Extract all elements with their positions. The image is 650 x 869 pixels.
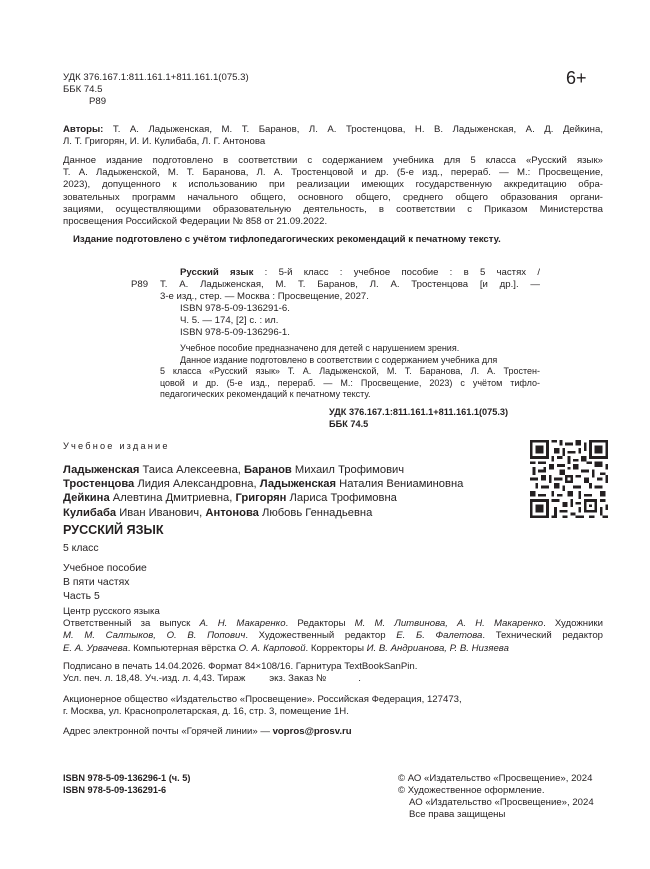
- catalog-line2: Т. А. Ладыженская, М. Т. Баранов, Л. А. Тростенцова [и др.]. —: [160, 279, 540, 290]
- udk-header: УДК 376.167.1:811.161.1+811.161.1(075.3): [63, 72, 249, 83]
- catalog-desc-line: 5 класса «Русский язык» Т. А. Ладыженской, М. Т. Баранова, Л. А. Тростен-: [160, 366, 540, 376]
- hotline-email: [63, 726, 352, 738]
- credits-person: О. А. Карповой: [238, 642, 306, 654]
- catalog-code: Р89: [131, 279, 149, 290]
- parts-total: В пяти частях: [63, 577, 130, 588]
- catalog-desc-line: педагогических рекомендаций к печатному тексту.: [160, 389, 371, 399]
- credits-person: Е. Б. Фалетова: [396, 630, 483, 642]
- credits-person: И. В. Андрианова, Р. В. Низяева: [366, 642, 509, 654]
- copyright-3: АО «Издательство «Просвещение», 2024: [409, 797, 594, 808]
- catalog-code-header: Р89: [89, 96, 107, 107]
- credits-role: . Технический редактор: [482, 630, 604, 642]
- author-name: Любовь Геннадьевна: [258, 506, 373, 519]
- qr-code-icon: [530, 440, 608, 518]
- bbk-header: ББК 74.5: [63, 84, 103, 95]
- catalog-part: Ч. 5. — 174, [2] с. : ил.: [180, 315, 279, 326]
- credits-role: . Художественный редактор: [245, 630, 397, 642]
- author-surname: Григорян: [235, 492, 287, 505]
- credits-role: Ответственный за выпуск: [63, 618, 200, 630]
- author-name: Лидия Александровна,: [134, 478, 260, 491]
- author-surname: Баранов: [244, 464, 292, 476]
- author-surname: Ладыженская: [63, 464, 140, 476]
- author-surname: Дейкина: [63, 492, 110, 505]
- copyright-4: Все права защищены: [409, 809, 506, 820]
- credits-role: . Редакторы: [285, 618, 355, 630]
- publisher-line-1: Акционерное общество «Издательство «Просвещение». Российская Федерация, 127473,: [63, 694, 462, 705]
- intro-line: просвещения Российской Федерации № 858 от 21.09.2022.: [63, 216, 328, 228]
- credits-person: А. Н. Макаренко: [199, 618, 286, 630]
- catalog-desc-line: Учебное пособие предназначено для детей с нарушением зрения.: [180, 343, 460, 353]
- authors-line1: Т. А. Ладыженская, М. Т. Баранов, Л. А. Тростенцова, Н. В. Ладыженская, А. Д. Дейкина,: [103, 124, 603, 135]
- credits-person: М. М. Салтыков, О. В. Попович: [63, 630, 246, 642]
- credits-center: Центр русского языка: [63, 606, 160, 617]
- catalog-isbn2: ISBN 978-5-09-136296-1.: [180, 327, 290, 338]
- catalog-isbn1: ISBN 978-5-09-136291-6.: [180, 303, 290, 314]
- catalog-title: Русский язык: [180, 267, 254, 278]
- author-name: Таиса Алексеевна,: [139, 464, 245, 476]
- author-row: [63, 491, 463, 505]
- catalog-description: [160, 343, 540, 401]
- intro-line: Т. А. Ладыженской, М. Т. Баранова, Л. А. Тростенцовой и др. (5-е изд., перераб. — М.: Просвещение,: [63, 167, 603, 179]
- age-rating: 6+: [566, 68, 587, 88]
- author-row: [63, 477, 463, 491]
- credits-person: М. М. Литвинова, А. Н. Макаренко: [354, 618, 544, 630]
- catalog-card-cont: [160, 279, 540, 291]
- intro-line: зациями, осуществляющими образовательную деятельность, в соответствии с Приказом Министерства: [63, 203, 603, 215]
- catalog-bbk: ББК 74.5: [329, 419, 369, 429]
- author-surname: Тростенцова: [63, 478, 135, 491]
- author-row: [63, 506, 463, 520]
- copyright-1: © АО «Издательство «Просвещение», 2024: [398, 773, 593, 784]
- credits-role: . Художники: [543, 618, 603, 630]
- footer-isbn-part: ISBN 978-5-09-136296-1 (ч. 5): [63, 773, 191, 783]
- author-name: Михаил Трофимович: [291, 464, 405, 476]
- email-label: Адрес электронной почты «Горячей линии» —: [63, 726, 273, 737]
- author-name: Наталия Вениаминовна: [336, 478, 464, 491]
- credits-role: . Компьютерная вёрстка: [127, 642, 239, 654]
- catalog-title-rest: : 5-й класс : учебное пособие : в 5 частях /: [253, 267, 540, 278]
- tiflo-note: Издание подготовлено с учётом тифлопедагогических рекомендаций к печатному тексту.: [73, 234, 501, 245]
- catalog-udk: УДК 376.167.1:811.161.1+811.161.1(075.3): [329, 407, 509, 417]
- part-number: Часть 5: [63, 591, 100, 602]
- credits-person: Е. А. Урвачева: [63, 642, 128, 654]
- authors-line2: Л. Т. Григорян, И. И. Кулибаба, Л. Г. Антонова: [63, 136, 266, 148]
- author-surname: Ладыженская: [259, 478, 337, 491]
- grade: 5 класс: [63, 543, 99, 554]
- print-details-2: Усл. печ. л. 18,48. Уч.-изд. л. 4,43. Тираж экз. Заказ № .: [63, 673, 361, 684]
- intro-line: 2023), допущенного к использованию при реализации имеющих государственную аккредитацию обра-: [63, 179, 603, 191]
- author-surname: Кулибаба: [63, 506, 117, 519]
- catalog-line3: 3-е изд., стер. — Москва : Просвещение, 2027.: [160, 291, 369, 302]
- intro-line: зовательных программ начального общего, основного общего, среднего общего образования органи-: [63, 191, 603, 203]
- catalog-desc-line: цовой и др. (5-е изд., перераб. — М.: Просвещение, 2023) с учётом тифло-: [160, 377, 540, 388]
- publisher-line-2: г. Москва, ул. Краснопролетарская, д. 16, стр. 3, помещение 1Н.: [63, 706, 349, 717]
- author-name: Лариса Трофимовна: [286, 492, 397, 505]
- book-title: РУССКИЙ ЯЗЫК: [63, 523, 164, 537]
- footer-isbn-set: ISBN 978-5-09-136291-6: [63, 785, 167, 795]
- authors-block: [63, 124, 603, 148]
- author-surname: Антонова: [205, 506, 259, 519]
- catalog-desc-line: Данное издание подготовлено в соответствии с содержанием учебника для: [180, 354, 498, 365]
- intro-paragraph: [63, 155, 603, 228]
- intro-line: Данное издание подготовлено в соответствии с содержанием учебника для 5 класса «Русский язык»: [63, 155, 603, 166]
- author-name: Иван Иванович,: [116, 506, 206, 519]
- credits-role: . Корректоры: [305, 642, 367, 654]
- copyright-2: © Художественное оформление.: [398, 785, 545, 796]
- author-row: [63, 463, 463, 477]
- credits-block: [63, 606, 603, 655]
- catalog-card: [180, 267, 540, 279]
- authors-label: Авторы:: [63, 124, 104, 135]
- print-details-1: Подписано в печать 14.04.2026. Формат 84×108/16. Гарнитура TextBookSanPin.: [63, 661, 418, 672]
- author-name: Алевтина Дмитриевна,: [109, 492, 236, 505]
- email-address[interactable]: vopros@prosv.ru: [272, 726, 352, 737]
- authors-full-list: [63, 463, 463, 520]
- edition-type: Учебное издание: [63, 441, 170, 451]
- book-type: Учебное пособие: [63, 563, 147, 574]
